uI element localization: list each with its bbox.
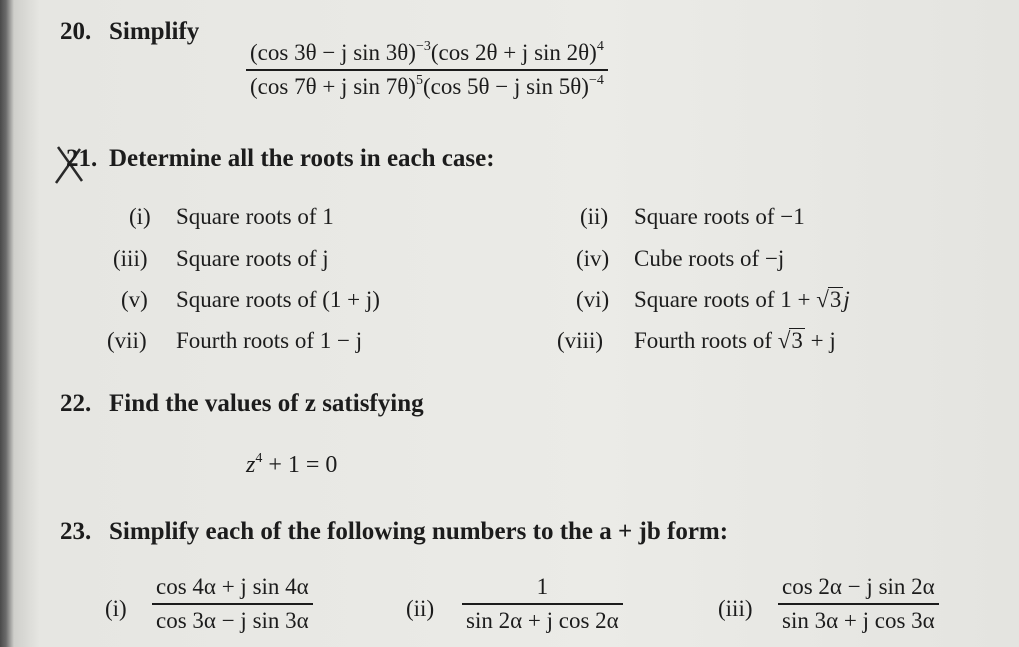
q20-fraction-bar (246, 69, 608, 71)
q21-item-label: (vii) (107, 328, 147, 353)
q20-numerator: (cos 3θ − j sin 3θ)$^{-3}$(cos 2θ + j sin 2θ)$^4$ (250, 39, 604, 65)
q21-item-label: (viii) (557, 328, 603, 353)
q23-item-label: (i) (105, 596, 127, 621)
q21-text: Determine all the roots in each case: (109, 145, 495, 172)
q20-fraction (246, 40, 608, 100)
q22-number: 22. (60, 390, 92, 417)
q23-numerator: 1 (536, 574, 549, 599)
fraction-bar (462, 603, 623, 605)
fraction-bar (778, 603, 939, 605)
q21-item-text: Fourth roots of √3 + j (634, 328, 836, 353)
q21-item-label: (vi) (576, 287, 610, 312)
q21-item-text: Square roots of 1 + √3j (634, 287, 850, 312)
q23-number: 23. (60, 518, 92, 545)
q21-item-label: (v) (121, 287, 148, 312)
q23-fraction (778, 574, 939, 634)
q21-item-text: Square roots of j (176, 246, 329, 271)
q22-text: Find the values of z satisfying (109, 390, 424, 417)
q21-item-label: (i) (129, 204, 151, 229)
fraction-bar (152, 603, 313, 605)
q21-item-label: (iv) (576, 246, 610, 271)
q23-text: Simplify each of the following numbers to the a + jb form: (109, 518, 729, 545)
q23-fraction (462, 574, 623, 634)
q21-item-text: Square roots of 1 (176, 204, 334, 229)
q21-item-label: (ii) (580, 204, 609, 229)
q23-numerator: cos 2α − j sin 2α (782, 574, 935, 599)
q21-number: 21. (66, 145, 98, 172)
q21-item-label: (iii) (113, 246, 148, 271)
q23-item-label: (iii) (718, 596, 753, 621)
q23-denominator: sin 3α + j cos 3α (782, 608, 935, 633)
q21-item-text: Cube roots of −j (634, 246, 785, 271)
q23-denominator: sin 2α + j cos 2α (466, 608, 619, 633)
q23-denominator: cos 3α − j sin 3α (156, 608, 309, 633)
q21-item-text: Square roots of (1 + j) (176, 287, 380, 312)
q23-fraction (152, 574, 313, 634)
q20-label: Simplify (109, 18, 200, 45)
q23-numerator: cos 4α + j sin 4α (156, 574, 309, 599)
q21-item-text: Fourth roots of 1 − j (176, 328, 363, 353)
q21-item-text: Square roots of −1 (634, 204, 805, 229)
q20-number: 20. (60, 18, 92, 45)
q23-item-label: (ii) (406, 596, 435, 621)
q22-equation: $z^4 + 1 = 0$ (246, 451, 338, 478)
q20-denominator: (cos 7θ + j sin 7θ)$^5$(cos 5θ − j sin 5θ)$^{-4}$ (250, 73, 604, 99)
